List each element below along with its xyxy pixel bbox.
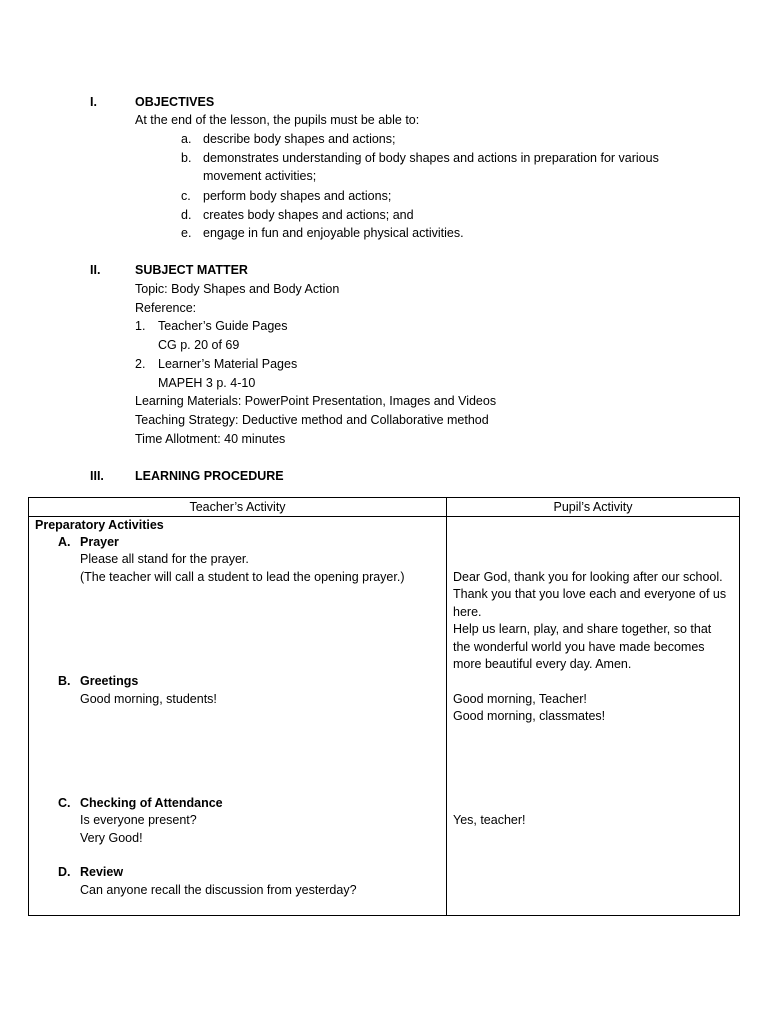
pupil-line: Help us learn, play, and share together, so that <box>453 622 712 636</box>
learning-materials: Learning Materials: PowerPoint Presentation, Images and Videos <box>135 394 497 408</box>
teaching-strategy: Teaching Strategy: Deductive method and Collaborative method <box>135 413 489 427</box>
pupil-activity-header: Pupil’s Activity <box>553 500 633 514</box>
learning-procedure-table <box>28 497 740 916</box>
objective-item: creates body shapes and actions; and <box>203 208 414 222</box>
column-divider <box>446 498 447 915</box>
procedure-heading: LEARNING PROCEDURE <box>135 469 284 483</box>
step-title-greetings: Greetings <box>80 674 139 688</box>
objective-letter: a. <box>181 132 192 146</box>
topic-line: Topic: Body Shapes and Body Action <box>135 282 340 296</box>
teacher-line: (The teacher will call a student to lead the opening prayer.) <box>80 570 405 584</box>
procedure-numeral: III. <box>90 469 104 483</box>
pupil-line: Good morning, classmates! <box>453 709 606 723</box>
pupil-line: Thank you that you love each and everyone of us <box>453 587 727 601</box>
time-allotment: Time Allotment: 40 minutes <box>135 432 286 446</box>
step-title-prayer: Prayer <box>80 535 119 549</box>
reference-title: Learner’s Material Pages <box>158 357 298 371</box>
pupil-line: the wonderful world you have made becomes <box>453 640 705 654</box>
reference-detail: CG p. 20 of 69 <box>158 338 240 352</box>
step-title-review: Review <box>80 865 124 879</box>
subject-matter-numeral: II. <box>90 263 101 277</box>
step-letter: A. <box>58 535 71 549</box>
reference-number: 2. <box>135 357 146 371</box>
section-title: Preparatory Activities <box>35 518 164 532</box>
objective-letter: e. <box>181 226 192 240</box>
teacher-activity-header: Teacher’s Activity <box>189 500 286 514</box>
pupil-line: here. <box>453 605 482 619</box>
pupil-line: Dear God, thank you for looking after our school. <box>453 570 723 584</box>
step-title-attendance: Checking of Attendance <box>80 796 223 810</box>
teacher-line: Good morning, students! <box>80 692 217 706</box>
objective-letter: b. <box>181 151 192 165</box>
teacher-line: Please all stand for the prayer. <box>80 552 249 566</box>
objective-item: engage in fun and enjoyable physical activities. <box>203 226 464 240</box>
objectives-intro: At the end of the lesson, the pupils must be able to: <box>135 113 420 127</box>
pupil-line: Yes, teacher! <box>453 813 526 827</box>
objectives-numeral: I. <box>90 95 97 109</box>
objective-item: demonstrates understanding of body shapes and actions in preparation for various <box>203 151 659 165</box>
objective-letter: d. <box>181 208 192 222</box>
reference-label: Reference: <box>135 301 197 315</box>
teacher-line: Very Good! <box>80 831 143 845</box>
step-letter: B. <box>58 674 71 688</box>
objective-letter: c. <box>181 189 191 203</box>
teacher-line: Can anyone recall the discussion from yesterday? <box>80 883 357 897</box>
teacher-line: Is everyone present? <box>80 813 197 827</box>
objective-item: describe body shapes and actions; <box>203 132 396 146</box>
step-letter: D. <box>58 865 71 879</box>
reference-title: Teacher’s Guide Pages <box>158 319 288 333</box>
step-letter: C. <box>58 796 71 810</box>
objective-item: perform body shapes and actions; <box>203 189 392 203</box>
objectives-heading: OBJECTIVES <box>135 95 215 109</box>
pupil-line: Good morning, Teacher! <box>453 692 587 706</box>
pupil-line: more beautiful every day. Amen. <box>453 657 632 671</box>
subject-matter-heading: SUBJECT MATTER <box>135 263 248 277</box>
objective-item-continued: movement activities; <box>203 169 317 183</box>
reference-detail: MAPEH 3 p. 4-10 <box>158 376 256 390</box>
reference-number: 1. <box>135 319 146 333</box>
